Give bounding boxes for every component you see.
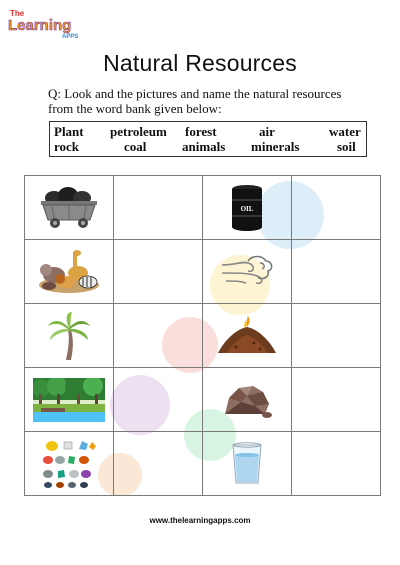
minerals-icon xyxy=(38,438,100,490)
answer-cell[interactable] xyxy=(292,304,381,368)
question-line-1: Q: Look and the pictures and name the natural resources xyxy=(48,86,342,101)
picture-cell-rock xyxy=(203,368,292,432)
learning-apps-logo xyxy=(6,6,96,40)
picture-cell-minerals xyxy=(25,432,114,496)
picture-cell-soil xyxy=(203,304,292,368)
picture-cell-forest xyxy=(25,368,114,432)
word-soil: soil xyxy=(337,139,356,154)
answer-cell[interactable] xyxy=(292,176,381,240)
coal-cart-icon xyxy=(36,186,102,230)
water-glass-icon xyxy=(227,441,267,487)
page-title: Natural Resources xyxy=(103,50,297,76)
answer-cell[interactable] xyxy=(292,240,381,304)
word-rock: rock xyxy=(54,139,80,154)
oil-barrel-icon xyxy=(227,183,267,233)
picture-cell-animals xyxy=(25,240,114,304)
picture-cell-plant xyxy=(25,304,114,368)
word-minerals: minerals xyxy=(251,139,300,154)
answer-cell[interactable] xyxy=(114,304,203,368)
word-bank xyxy=(49,121,367,157)
forest-icon xyxy=(33,378,105,422)
word-coal: coal xyxy=(124,139,147,154)
answer-cell[interactable] xyxy=(114,368,203,432)
rock-icon xyxy=(221,380,273,420)
table-row xyxy=(25,432,381,496)
footer-url[interactable]: www.thelearningapps.com xyxy=(149,516,251,525)
picture-cell-water xyxy=(203,432,292,496)
table-row xyxy=(25,304,381,368)
animals-icon xyxy=(36,249,102,295)
picture-cell-oil xyxy=(203,176,292,240)
picture-cell-air xyxy=(203,240,292,304)
answer-cell[interactable] xyxy=(114,432,203,496)
word-animals: animals xyxy=(182,139,226,154)
answer-cell[interactable] xyxy=(292,432,381,496)
word-petroleum: petroleum xyxy=(110,124,167,139)
question-line-2: from the word bank given below: xyxy=(48,101,222,116)
air-wind-icon xyxy=(218,253,276,291)
table-row xyxy=(25,368,381,432)
word-air: air xyxy=(259,124,275,139)
word-water: water xyxy=(329,124,361,139)
table-row xyxy=(25,176,381,240)
word-bank-row-1 xyxy=(50,124,366,140)
svg-text:The: The xyxy=(10,9,25,18)
word-plant: Plant xyxy=(54,124,84,139)
svg-text:APPS: APPS xyxy=(62,34,79,40)
svg-text:Learning: Learning xyxy=(8,17,72,34)
answer-cell[interactable] xyxy=(114,240,203,304)
question-text xyxy=(48,86,368,116)
palm-plant-icon xyxy=(46,310,92,362)
picture-cell-coal xyxy=(25,176,114,240)
answer-grid xyxy=(24,175,381,496)
answer-cell[interactable] xyxy=(292,368,381,432)
table-row xyxy=(25,240,381,304)
word-forest: forest xyxy=(185,124,217,139)
answer-cell[interactable] xyxy=(114,176,203,240)
svg-text:OIL: OIL xyxy=(240,204,254,213)
soil-mound-icon xyxy=(216,315,278,357)
word-bank-row-2 xyxy=(50,139,366,155)
